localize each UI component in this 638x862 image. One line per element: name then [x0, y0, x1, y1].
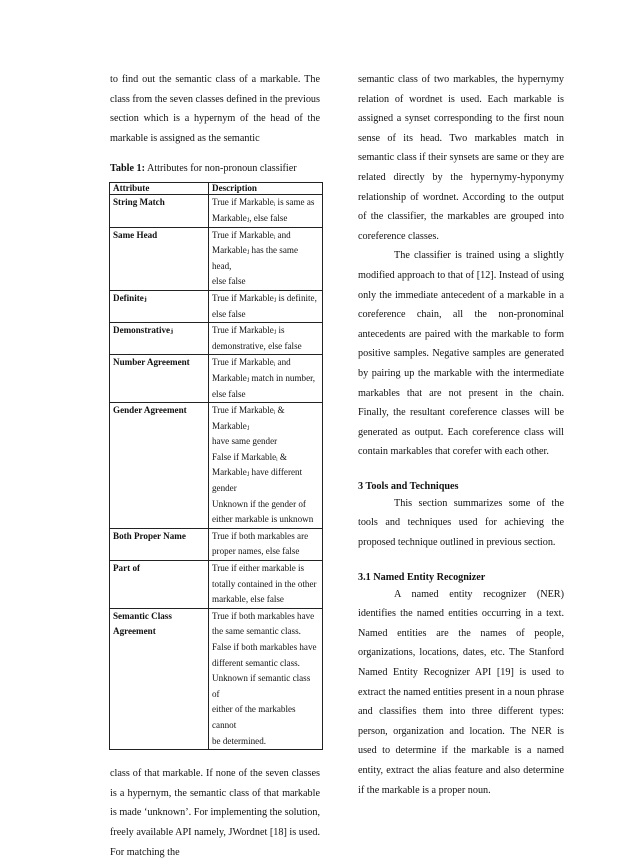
description-line: else false [212, 276, 246, 287]
attribute-description-cell [209, 323, 323, 355]
description-line: Unknown if semantic class of [212, 673, 311, 699]
section-3-1-heading: 3.1 Named Entity Recognizer [358, 571, 486, 583]
attribute-description-cell [209, 403, 323, 529]
table-row [110, 227, 323, 290]
attribute-description-cell [209, 608, 323, 749]
description-line: proper names, else false [212, 546, 300, 557]
description-line: Markableⱼ match in number, [212, 372, 316, 383]
table-caption [110, 162, 320, 176]
right-paragraph-2: The classifier is trained using a slightly modified approach to that of [12]. Instead of using only the immediate antecedent of a markable in a coreference chain, all the non-pronominal antecedents are paired with the markable to form positive samples. Negative samples are generated by pairing up the markable with the intermediate markables that are not present in the chain. Finally, the resultant coreference classes will be generated as output. Each coreference class will contain markables that corefer with each other. [358, 250, 564, 458]
attributes-table [109, 182, 323, 750]
description-line: either markable is unknown [212, 514, 314, 525]
description-line: True if Markableᵢ and [212, 357, 291, 368]
table-header-attribute: Attribute [110, 183, 209, 195]
description-line: True if either markable is [212, 563, 305, 574]
table-row [110, 561, 323, 609]
attribute-description-cell [209, 355, 323, 403]
description-line: the same semantic class. [212, 626, 301, 637]
attribute-name-cell: Semantic Class Agreement [110, 608, 209, 749]
intro-paragraph: to find out the semantic class of a markable. The class from the seven classes defined in the previous section which is a hypernym of the head of the markable is assigned as the semantic [110, 74, 320, 144]
description-line: else false [212, 308, 246, 319]
attribute-name-cell: Definiteⱼ [110, 290, 209, 322]
description-line: markable, else false [212, 594, 284, 605]
description-line: gender [212, 483, 237, 494]
table-caption-text: Attributes for non-pronoun classifier [145, 163, 297, 175]
description-line: True if Markableⱼ is definite, [212, 292, 317, 303]
table-row [110, 355, 323, 403]
table-row [110, 528, 323, 560]
description-line: totally contained in the other [212, 578, 317, 589]
table-row [110, 290, 323, 322]
table-header-row [110, 183, 323, 195]
description-line: False if Markableᵢ & [212, 451, 287, 462]
description-line: demonstrative, else false [212, 340, 302, 351]
left-column [110, 70, 320, 862]
attribute-name-cell: Same Head [110, 227, 209, 290]
description-line: have same gender [212, 436, 278, 447]
attribute-name-cell: Gender Agreement [110, 403, 209, 529]
description-line: Markableⱼ has the same head, [212, 245, 298, 271]
description-line: Markableⱼ have different [212, 467, 303, 478]
description-line: True if both markables are [212, 530, 309, 541]
right-paragraph-1: semantic class of two markables, the hypernymy relation of wordnet is used. Each markable is assigned a synset corresponding to the first noun sense of its head. Two markables match in semantic class if their synsets are same or they are related directly by the hypernymy-hyponymy relationship of wordnet. According to the output of the classifier, the markables are grouped into coreference classes. [358, 74, 564, 242]
after-table-paragraph: class of that markable. If none of the seven classes is a hypernym, the semantic class of that markable is made ‘unknown’. For implementing the solution, freely available API namely, JWordnet [18] is used. For matching the [110, 768, 320, 858]
table-header-description: Description [209, 183, 323, 195]
description-line: True if both markables have [212, 610, 315, 621]
attribute-name-cell: Demonstrativeⱼ [110, 323, 209, 355]
description-line: Markableⱼ, else false [212, 212, 288, 223]
table-row [110, 403, 323, 529]
description-line: True if Markableⱼ is [212, 325, 285, 336]
description-line: False if both markables have [212, 642, 317, 652]
table-row [110, 323, 323, 355]
attribute-name-cell: Part of [110, 561, 209, 609]
table-body [110, 195, 323, 750]
attribute-name-cell: Number Agreement [110, 355, 209, 403]
attribute-description-cell [209, 195, 323, 227]
attribute-description-cell [209, 561, 323, 609]
table-row [110, 608, 323, 749]
table-caption-label: Table 1: [110, 163, 146, 175]
attribute-description-cell [209, 227, 323, 290]
description-line: True if Markableᵢ and [212, 229, 291, 240]
description-line: Unknown if the gender of [212, 498, 306, 509]
description-line: different semantic class. [212, 657, 300, 668]
attribute-name-cell: String Match [110, 195, 209, 227]
description-line: True if Markableᵢ & Markableⱼ [212, 405, 285, 431]
description-line: be determined. [212, 735, 267, 746]
description-line: else false [212, 388, 246, 399]
attribute-description-cell [209, 528, 323, 560]
section-3-1-paragraph: A named entity recognizer (NER) identifies the named entities occurring in a text. Named entities are the names of people, organizations, locations, dates, etc. The Stanford Named Entity Recognizer API [19] is used to extract the named entities present in a noun phrase and classifies them into three different types: person, organization and location. The NER is used to determine if the markable is a named entity, extract the alias feature and also determine if the markable is a proper noun. [358, 588, 564, 796]
section-3-heading: 3 Tools and Techniques [358, 480, 459, 492]
section-3-paragraph: This section summarizes some of the tools and techniques used for achieving the proposed technique outlined in previous section. [358, 497, 564, 549]
description-line: True if Markableᵢ is same as [212, 197, 315, 208]
description-line: either of the markables cannot [212, 704, 296, 730]
attribute-name-cell: Both Proper Name [110, 528, 209, 560]
table-row [110, 195, 323, 227]
attribute-description-cell [209, 290, 323, 322]
right-column [358, 70, 564, 800]
